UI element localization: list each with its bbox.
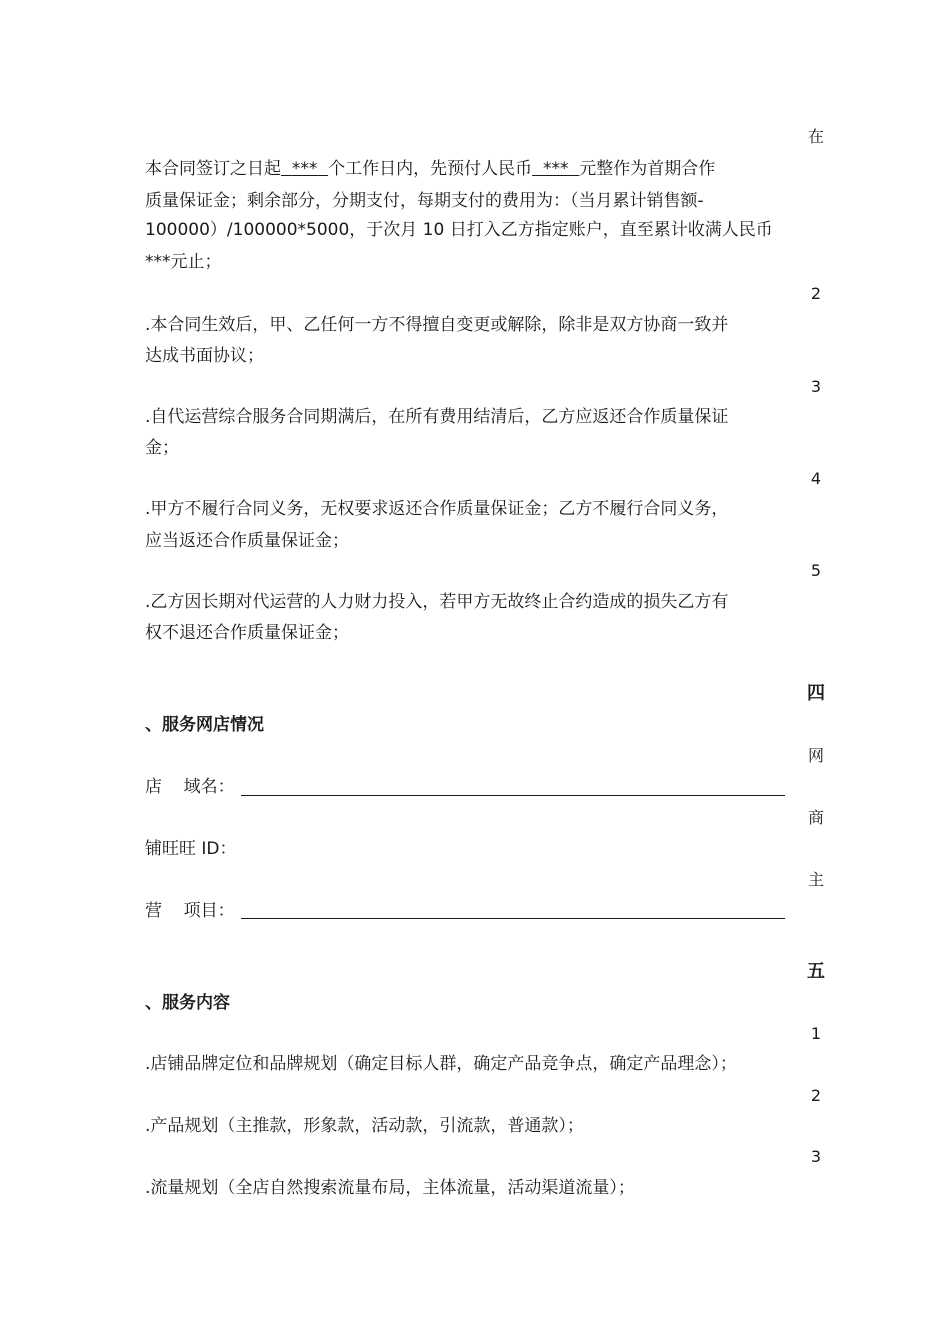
text-span: 元整作为首期合作 — [579, 159, 716, 179]
list-item: .店铺品牌定位和品牌规划（确定目标人群，确定产品竞争点，确定产品理念）； — [145, 1054, 737, 1074]
list-item: .产品规划（主推款，形象款，活动款，引流款，普通款）； — [145, 1116, 584, 1136]
paragraph-line: .乙方因长期对代运营的人力财力投入，若甲方无故终止合约造成的损失乙方有 — [145, 592, 729, 612]
item-number: 2 — [810, 284, 822, 303]
section-heading: 、服务内容 — [145, 993, 230, 1013]
section-heading: 、服务网店情况 — [145, 715, 264, 735]
list-item: .流量规划（全店自然搜索流量布局，主体流量，活动渠道流量）； — [145, 1178, 635, 1198]
paragraph-line: 达成书面协议； — [145, 346, 264, 366]
paragraph-line: 权不退还合作质量保证金； — [145, 623, 349, 643]
item-number: 3 — [810, 1147, 822, 1166]
section-marker: 五 — [807, 961, 825, 982]
lead-marker: 在 — [807, 127, 824, 146]
paragraph-line: .自代运营综合服务合同期满后，在所有费用结清后，乙方应返还合作质量保证 — [145, 407, 729, 427]
side-char: 网 — [807, 746, 824, 765]
side-char: 商 — [807, 808, 824, 827]
text-span: 本合同签订之日起 — [145, 159, 281, 179]
section-marker: 四 — [807, 683, 825, 704]
field-row-wangwang — [145, 839, 805, 859]
paragraph-line: .本合同生效后，甲、乙任何一方不得擅自变更或解除，除非是双方协商一致并 — [145, 315, 729, 335]
paragraph-line: 100000）/100000*5000，于次月 10 日打入乙方指定账户，直至累计收满人民币 — [145, 220, 773, 240]
item-number: 4 — [810, 469, 822, 488]
item-number: 3 — [810, 377, 822, 396]
project-field-line[interactable] — [241, 918, 785, 919]
field-label: 营 项目： — [145, 901, 235, 921]
domain-field-line[interactable] — [241, 795, 785, 796]
paragraph-line: 应当返还合作质量保证金； — [145, 531, 349, 551]
paragraph-line: .甲方不履行合同义务，无权要求返还合作质量保证金；乙方不履行合同义务， — [145, 499, 729, 519]
field-label: 店 域名： — [145, 777, 235, 797]
paragraph-line: 金； — [145, 438, 179, 458]
item-number: 2 — [810, 1086, 822, 1105]
paragraph-line: 质量保证金；剩余部分，分期支付，每期支付的费用为：（当月累计销售额- — [145, 191, 704, 211]
blank-value: *** — [542, 159, 569, 179]
item-number: 5 — [810, 561, 822, 580]
text-span: 个工作日内，先预付人民币 — [328, 159, 533, 179]
item-number: 1 — [810, 1024, 822, 1043]
field-label: 铺旺旺 ID： — [145, 839, 237, 859]
blank-value: *** — [291, 159, 318, 179]
paragraph-line: ***元止； — [145, 252, 222, 272]
side-char: 主 — [807, 870, 824, 889]
field-row-domain — [145, 777, 805, 797]
paragraph-line — [145, 159, 805, 179]
